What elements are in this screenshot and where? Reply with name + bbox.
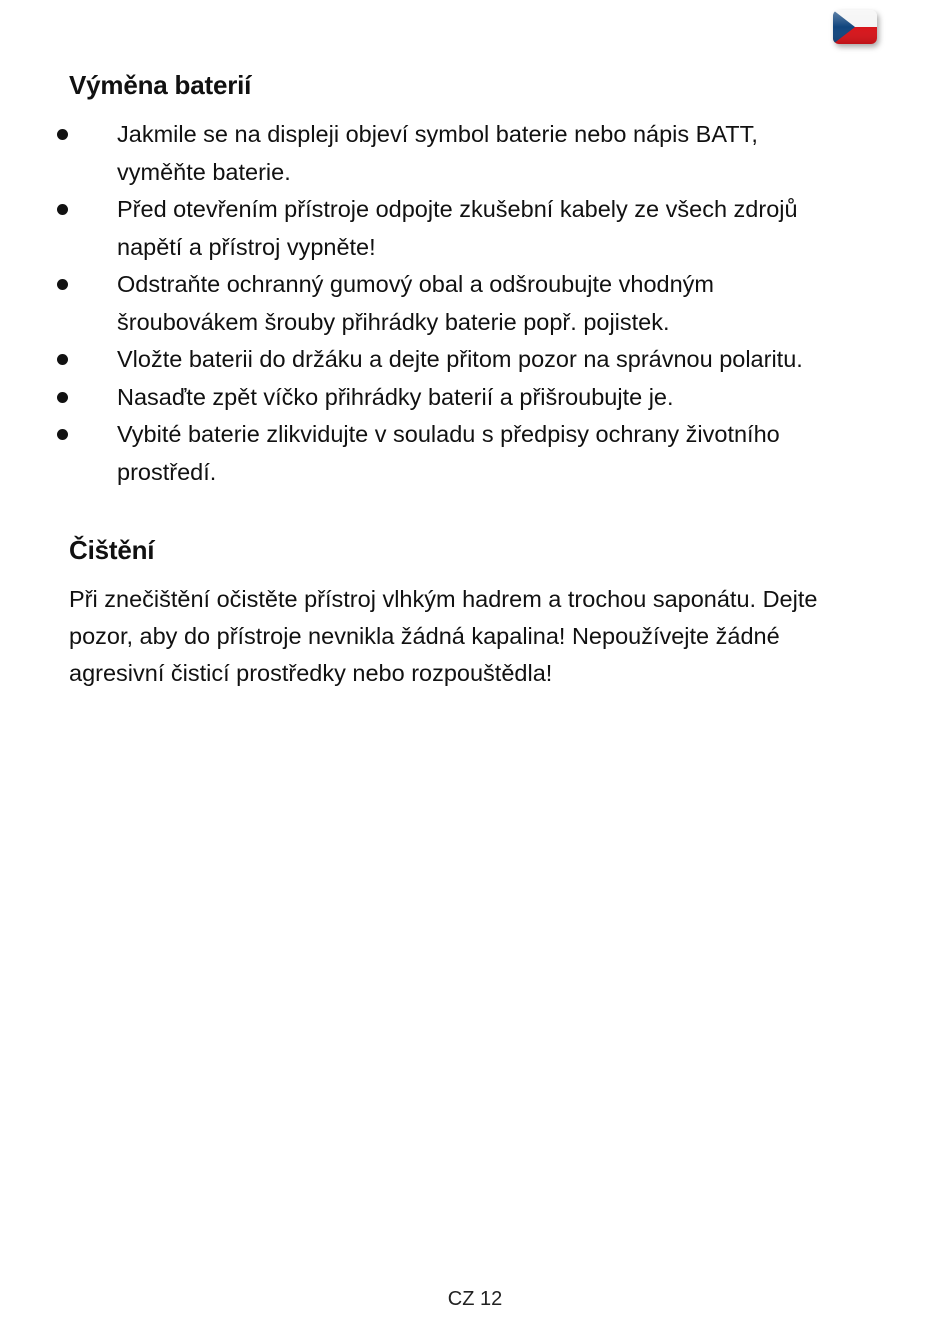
battery-instructions-list — [0, 116, 950, 491]
cleaning-paragraph — [69, 581, 889, 692]
list-item-line: Jakmile se na displeji objeví symbol baterie nebo nápis BATT, — [117, 121, 758, 147]
paragraph-line: pozor, aby do přístroje nevnikla žádná kapalina! Nepoužívejte žádné — [69, 623, 780, 649]
list-item — [0, 266, 950, 341]
bullet-dot-icon — [57, 429, 68, 440]
bullet-dot-icon — [57, 129, 68, 140]
bullet-dot-icon — [57, 392, 68, 403]
paragraph-line: agresivní čisticí prostředky nebo rozpouštědla! — [69, 660, 553, 686]
list-item-line: Nasaďte zpět víčko přihrádky baterií a přišroubujte je. — [117, 383, 674, 410]
list-item-line: Vybité baterie zlikvidujte v souladu s předpisy ochrany životního — [117, 421, 780, 447]
list-item — [0, 191, 950, 266]
list-item — [0, 341, 950, 379]
czech-flag-icon — [833, 10, 877, 44]
bullet-dot-icon — [57, 279, 68, 290]
list-item — [0, 416, 950, 491]
list-item — [0, 116, 950, 191]
bullet-dot-icon — [57, 354, 68, 365]
battery-section-title: Výměna baterií — [69, 70, 252, 100]
bullet-dot-icon — [57, 204, 68, 215]
list-item-line: vyměňte baterie. — [117, 158, 291, 185]
cleaning-section-title: Čištění — [69, 535, 155, 565]
list-item-line: napětí a přístroj vypněte! — [117, 233, 376, 260]
list-item — [0, 379, 950, 417]
list-item-line: šroubovákem šrouby přihrádky baterie popř. pojistek. — [117, 308, 670, 335]
list-item-line: Odstraňte ochranný gumový obal a odšroubujte vhodným — [117, 271, 714, 297]
list-item-line: prostředí. — [117, 458, 217, 485]
page-number: CZ 12 — [447, 1288, 503, 1310]
list-item-line: Před otevřením přístroje odpojte zkušební kabely ze všech zdrojů — [117, 196, 798, 222]
list-item-line: Vložte baterii do držáku a dejte přitom pozor na správnou polaritu. — [117, 346, 803, 372]
paragraph-line: Při znečištění očistěte přístroj vlhkým hadrem a trochou saponátu. Dejte — [69, 586, 818, 612]
